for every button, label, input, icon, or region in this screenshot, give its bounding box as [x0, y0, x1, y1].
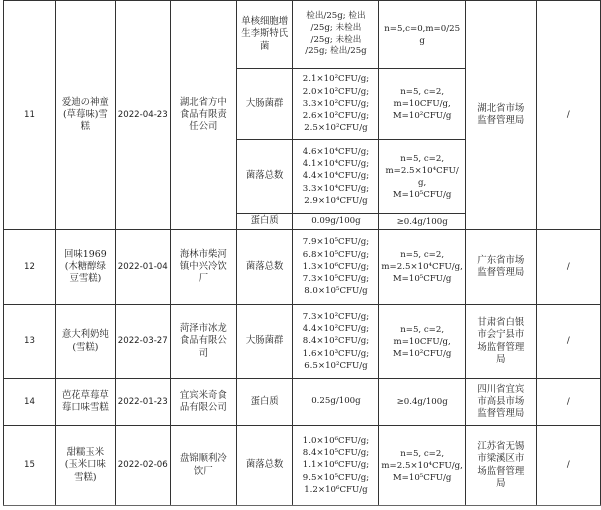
row-number: 12 — [4, 230, 56, 305]
production-date: 2022-03-27 — [115, 305, 170, 379]
test-result-line: 检出/25g; 检出 — [306, 10, 366, 21]
authority-line: 甘肃省白银 — [477, 316, 525, 328]
authority-line: 市梁溪区市 — [477, 453, 525, 465]
test-item-cell: 菌落总数 — [236, 230, 293, 305]
product-name-cell — [55, 426, 115, 506]
test-result-line: 8.0×10⁵CFU/g — [304, 286, 368, 297]
standard-cell — [379, 305, 466, 379]
manufacturer-line: 宜宾米奇食 — [179, 389, 227, 401]
manufacturer-cell — [170, 305, 236, 379]
test-result-line: 3.3×10⁴CFU/g; — [302, 183, 370, 194]
test-result-line: 1.2×10⁶CFU/g — [304, 484, 368, 495]
test-result-line: 2.5×10²CFU/g — [304, 123, 368, 134]
test-result-line: 6.5×10²CFU/g — [304, 360, 368, 371]
production-date: 2022-01-04 — [115, 230, 170, 305]
standard-cell — [379, 230, 466, 305]
test-item-line: 单核细胞增 — [241, 16, 289, 28]
authority-cell — [465, 305, 536, 379]
test-result-line: /25g; 未检出 — [310, 22, 362, 33]
authority-line: 广东省市场 — [477, 254, 525, 266]
authority-line: 监督管理局 — [477, 408, 525, 420]
test-result-cell: 0.25g/100g — [293, 379, 379, 426]
authority-line: 湖北省市场 — [477, 102, 525, 114]
test-result-line: 8.4×10⁵CFU/g; — [302, 448, 370, 459]
table-row — [4, 1, 601, 69]
row-number: 13 — [4, 305, 56, 379]
product-name-line: 芭花草莓草 — [61, 389, 109, 401]
manufacturer-line: 湖北省方中 — [179, 96, 227, 108]
standard-line: m=10CFU/g, — [393, 99, 451, 109]
test-item-line: 生李斯特氏 — [241, 28, 289, 40]
test-result-line: 1.0×10⁶CFU/g; — [302, 435, 370, 446]
manufacturer-cell — [170, 230, 236, 305]
standard-cell: ≥0.4g/100g — [379, 379, 466, 426]
test-result-cell — [293, 426, 379, 506]
production-date: 2022-02-06 — [115, 426, 170, 506]
product-name-line: 意大利奶纯 — [61, 329, 109, 341]
test-result-cell — [293, 230, 379, 305]
test-item-cell: 大肠菌群 — [236, 305, 293, 379]
test-result-cell — [293, 140, 379, 214]
standard-cell — [379, 1, 466, 69]
page-bottom-fade — [0, 504, 601, 510]
test-result-line: /25g; 检出/25g — [305, 46, 367, 57]
production-date: 2022-04-23 — [115, 1, 170, 230]
manufacturer-line: 饮厂 — [193, 465, 213, 477]
table-row — [4, 426, 601, 506]
standard-line: n=5, c=2, — [400, 153, 445, 164]
manufacturer-cell — [170, 379, 236, 426]
test-item-cell: 蛋白质 — [236, 379, 293, 426]
product-name-cell — [55, 305, 115, 379]
standard-line: M=10²CFU/g — [392, 111, 452, 121]
authority-line: 江苏省无锡 — [477, 440, 525, 452]
authority-line: 市高县市场 — [477, 395, 525, 407]
product-name-line: 回味1969 — [64, 248, 107, 260]
manufacturer-line: 厂 — [198, 273, 208, 285]
standard-line: n=5, c=2, — [400, 250, 445, 260]
test-item-cell: 蛋白质 — [236, 214, 293, 230]
authority-line: 局 — [496, 477, 506, 489]
standard-line: n=5,c=0,m=0/25 — [384, 23, 461, 34]
standard-line: m=2.5×10⁴CFU/g, — [381, 262, 463, 272]
product-name-line: (草莓味)雪 — [62, 108, 108, 120]
test-result-cell — [293, 69, 379, 140]
manufacturer-line: 镇中兴冷饮 — [179, 260, 227, 272]
manufacturer-cell — [170, 426, 236, 506]
standard-cell — [379, 140, 466, 214]
test-result-line: 9.5×10⁵CFU/g; — [302, 472, 370, 483]
test-result-line: 7.9×10⁵CFU/g; — [302, 237, 370, 248]
test-item-line: 菌 — [259, 40, 270, 52]
manufacturer-line: 品有限公司 — [179, 402, 227, 413]
test-result-line: 8.4×10²CFU/g; — [302, 336, 370, 347]
remark-cell: / — [536, 230, 600, 305]
test-result-line: 2.0×10²CFU/g; — [302, 86, 370, 97]
product-name-line: 爱迪の神童 — [61, 96, 109, 108]
test-result-line: 6.8×10⁵CFU/g; — [302, 249, 370, 260]
test-result-line: 2.1×10²CFU/g; — [302, 74, 370, 85]
standard-line: n=5, c=2, — [400, 87, 445, 97]
test-result-line: 4.6×10⁴CFU/g; — [302, 146, 370, 157]
test-result-line: 7.3×10²CFU/g; — [302, 311, 370, 322]
table-row — [4, 230, 601, 305]
production-date: 2022-01-23 — [115, 379, 170, 426]
standard-line: g, — [418, 177, 427, 188]
test-result-cell — [293, 305, 379, 379]
test-result-line: 1.3×10⁶CFU/g; — [302, 261, 370, 272]
product-name-line: 雪糕) — [74, 471, 97, 483]
standard-cell — [379, 426, 466, 506]
test-result-line: 4.4×10⁴CFU/g; — [302, 171, 370, 182]
product-name-line: (木糖醇绿 — [64, 260, 106, 272]
row-number: 15 — [4, 426, 56, 506]
manufacturer-line: 海林市柴河 — [179, 248, 227, 260]
product-name-line: 甜糯玉米 — [66, 447, 105, 459]
standard-line: g — [419, 35, 425, 46]
remark-cell: / — [536, 1, 600, 230]
manufacturer-line: 盘锦顺利冷 — [179, 453, 227, 465]
standard-line: n=5, c=2, — [400, 448, 445, 459]
standard-line: m=2.5×10⁴CFU/g, — [381, 460, 463, 471]
product-name-line: (玉米口味 — [64, 459, 106, 471]
authority-cell — [465, 426, 536, 506]
authority-line: 局 — [496, 353, 506, 365]
inspection-results-table — [3, 0, 601, 506]
authority-line: 监督管理局 — [477, 267, 525, 278]
test-result-line: 4.4×10²CFU/g; — [302, 324, 370, 335]
standard-line: M=10⁵CFU/g — [392, 472, 452, 483]
product-name-line: 糕 — [80, 121, 91, 133]
authority-line: 监督管理局 — [477, 115, 525, 126]
test-result-cell: 0.09g/100g — [293, 214, 379, 230]
test-result-line: 3.3×10²CFU/g; — [302, 98, 370, 109]
test-item-cell: 大肠菌群 — [236, 69, 293, 140]
manufacturer-line: 司 — [198, 347, 208, 359]
test-result-line: 7.3×10⁵CFU/g; — [302, 274, 370, 285]
standard-line: M=10²CFU/g — [392, 348, 452, 359]
test-item-cell: 菌落总数 — [236, 426, 293, 506]
authority-cell — [465, 379, 536, 426]
authority-line: 场监督管理 — [477, 465, 525, 477]
product-name-cell — [55, 1, 115, 230]
product-name-line: 豆雪糕) — [69, 273, 102, 285]
remark-cell: / — [536, 305, 600, 379]
standard-line: n=5, c=2, — [400, 324, 445, 335]
row-number: 14 — [4, 379, 56, 426]
authority-cell — [465, 1, 536, 230]
table-row — [4, 305, 601, 379]
standard-line: m=2.5×10⁴CFU/ — [385, 165, 459, 176]
test-result-line: 1.6×10³CFU/g; — [302, 348, 370, 359]
product-name-cell — [55, 230, 115, 305]
row-number: 11 — [4, 1, 56, 230]
authority-line: 场监督管理 — [477, 341, 525, 353]
manufacturer-line: 任公司 — [189, 121, 218, 133]
manufacturer-line: 食品有限公 — [179, 335, 227, 347]
product-name-line: (雪糕) — [72, 341, 99, 353]
product-name-line: 莓口味雪糕 — [61, 402, 109, 413]
authority-cell — [465, 230, 536, 305]
table-row — [4, 379, 601, 426]
test-item-cell — [236, 1, 293, 69]
manufacturer-line: 菏泽市冰龙 — [179, 323, 227, 335]
manufacturer-line: 食品有限责 — [179, 108, 227, 120]
standard-cell: ≥0.4g/100g — [379, 214, 466, 230]
test-item-cell: 菌落总数 — [236, 140, 293, 214]
remark-cell: / — [536, 379, 600, 426]
standard-line: M=10⁵CFU/g — [392, 274, 452, 284]
test-result-line: /25g; 未检出 — [310, 34, 362, 45]
test-result-cell — [293, 1, 379, 69]
standard-cell — [379, 69, 466, 140]
test-result-line: 2.9×10⁴CFU/g — [304, 195, 368, 206]
test-result-line: 1.1×10⁶CFU/g; — [302, 460, 370, 471]
authority-line: 四川省宜宾 — [477, 383, 525, 395]
authority-line: 市会宁县市 — [477, 329, 525, 341]
product-name-cell — [55, 379, 115, 426]
test-result-line: 4.1×10⁴CFU/g; — [302, 159, 370, 170]
standard-line: m=10CFU/g, — [393, 336, 451, 347]
standard-line: M=10⁵CFU/g — [392, 189, 452, 200]
remark-cell: / — [536, 426, 600, 506]
test-result-line: 2.6×10²CFU/g; — [302, 111, 370, 122]
manufacturer-cell — [170, 1, 236, 230]
